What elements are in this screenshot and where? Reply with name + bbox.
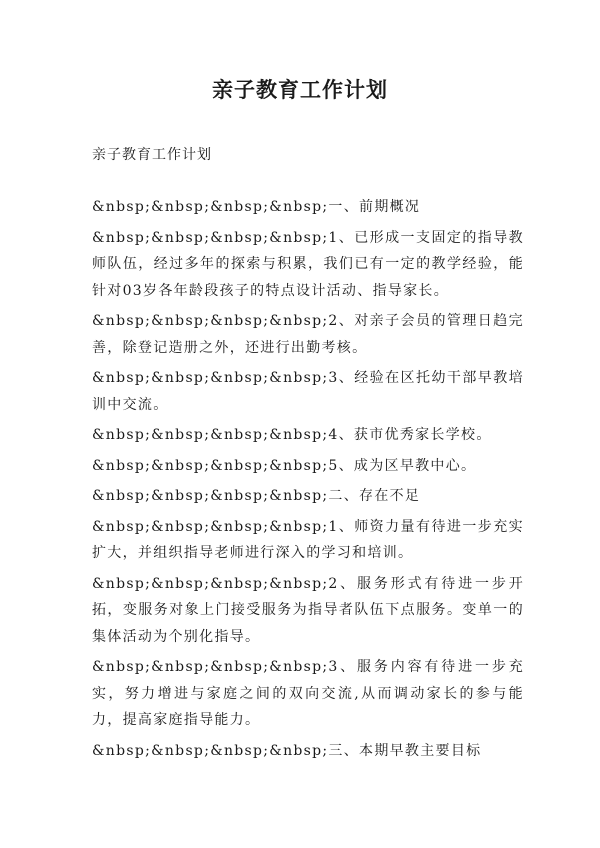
paragraph-shortcomings-heading: &nbsp;&nbsp;&nbsp;&nbsp;二、存在不足 [92,488,421,504]
paragraph-shortcomings-1: &nbsp;&nbsp;&nbsp;&nbsp;1、师资力量有待进一步充实扩大，并组织指导老师进行深入的学习和培训。 [92,518,524,561]
paragraph-goals-heading: &nbsp;&nbsp;&nbsp;&nbsp;三、本期早教主要目标 [92,742,482,759]
document-body [92,142,524,768]
paragraph-overview-2: &nbsp;&nbsp;&nbsp;&nbsp;2、对亲子会员的管理日趋完善，除登记造册之外，还进行出勤考核。 [92,313,524,356]
paragraph-overview-5: &nbsp;&nbsp;&nbsp;&nbsp;5、成为区早教中心。 [92,457,477,474]
paragraph-shortcomings-2: &nbsp;&nbsp;&nbsp;&nbsp;2、服务形式有待进一步开拓，变服务对象上门接受服务为指导者队伍下点服务。变单一的集体活动为个别化指导。 [92,575,524,645]
paragraph-overview-4: &nbsp;&nbsp;&nbsp;&nbsp;4、获市优秀家长学校。 [92,427,492,443]
paragraph-shortcomings-3: &nbsp;&nbsp;&nbsp;&nbsp;3、服务内容有待进一步充实，努力增进与家庭之间的双向交流,从而调动家长的参与能力，提高家庭指导能力。 [92,659,524,728]
paragraph-overview-3: &nbsp;&nbsp;&nbsp;&nbsp;3、经验在区托幼干部早教培训中交流。 [92,370,524,413]
paragraph-overview-heading: &nbsp;&nbsp;&nbsp;&nbsp;一、前期概况 [92,199,421,215]
document-title: 亲子教育工作计划 [212,78,388,102]
paragraph-overview-1: &nbsp;&nbsp;&nbsp;&nbsp;1、已形成一支固定的指导教师队伍，经过多年的探索与积累，我们已有一定的教学经验，能针对03岁各年龄段孩子的特点设计活动、指导家长。 [92,229,524,299]
document-subtitle: 亲子教育工作计划 [92,147,212,163]
